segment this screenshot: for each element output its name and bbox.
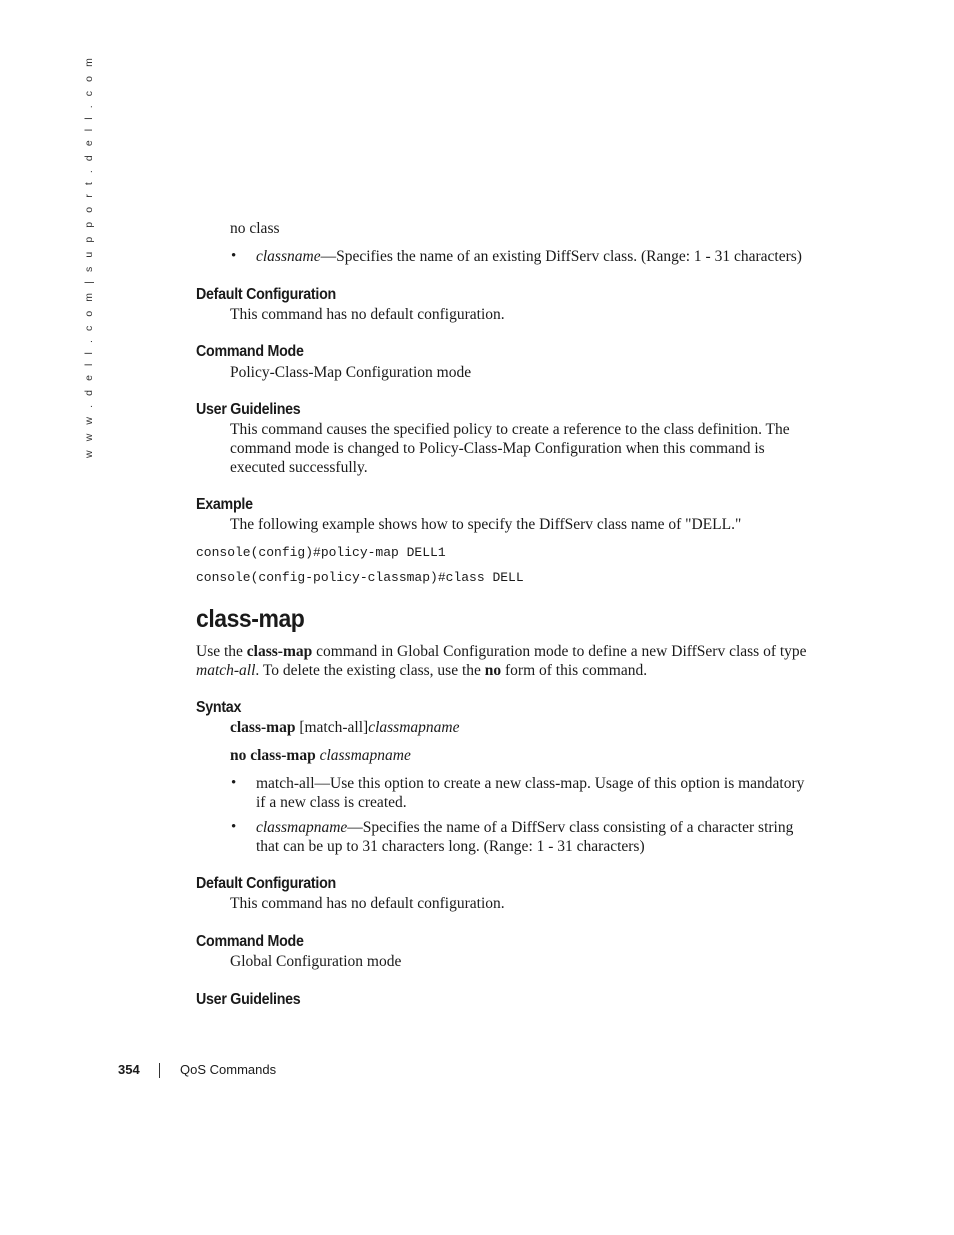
classname-bullet [256, 247, 802, 266]
no-class-syntax: no class [230, 220, 280, 237]
syntax-command: no class-map [230, 747, 316, 764]
classmapname-desc: —Specifies the name of a DiffServ class consisting of a character string [347, 819, 794, 836]
intro-text: form of this command. [501, 662, 648, 679]
default-config-heading: Default Configuration [196, 286, 336, 303]
syntax-line-2 [230, 746, 411, 765]
intro-text: . To delete the existing class, use the [255, 662, 485, 679]
syntax-command: class-map [230, 719, 296, 736]
bullet-marker: • [231, 248, 237, 264]
intro-no: no [484, 662, 502, 679]
bullet-marker: • [231, 775, 237, 791]
command-mode-text: Policy-Class-Map Configuration mode [230, 364, 472, 381]
classname-desc: —Specifies the name of an existing DiffServ class. (Range: 1 - 31 characters) [320, 248, 802, 265]
match-all-bullet-line-2: if a new class is created. [256, 794, 407, 811]
user-guidelines-line-1: This command causes the specified policy to create a reference to the class definition. The [230, 421, 790, 438]
page-number: 354 [118, 1062, 140, 1077]
syntax-argument: classmapname [315, 747, 411, 764]
intro-text: command in Global Configuration mode to define a new DiffServ class of type [312, 643, 807, 660]
bullet-marker: • [231, 819, 237, 835]
command-mode-text: Global Configuration mode [230, 953, 402, 970]
footer-divider [159, 1063, 160, 1078]
example-heading: Example [196, 496, 253, 513]
default-config-text: This command has no default configuration. [230, 895, 505, 912]
user-guidelines-heading: User Guidelines [196, 401, 301, 418]
classmapname-term: classmapname [256, 819, 348, 836]
user-guidelines-line-2: command mode is changed to Policy-Class-Map Configuration when this command is [230, 440, 765, 457]
match-all-bullet-line-1: match-all—Use this option to create a new class-map. Usage of this option is mandatory [256, 775, 805, 792]
command-mode-heading: Command Mode [196, 933, 304, 950]
code-line: console(config)#policy-map DELL1 [196, 545, 446, 560]
section-title: class-map [196, 605, 305, 633]
classmapname-bullet-line-1 [256, 818, 793, 837]
default-config-text: This command has no default configuration. [230, 306, 505, 323]
example-text: The following example shows how to specify the DiffServ class name of "DELL." [230, 516, 742, 533]
chapter-title: QoS Commands [180, 1062, 277, 1077]
intro-command: class-map [246, 643, 313, 660]
classname-term: classname [256, 248, 321, 265]
intro-match-all: match-all [196, 662, 256, 679]
syntax-line-1 [230, 718, 459, 737]
syntax-heading: Syntax [196, 699, 242, 716]
user-guidelines-line-3: executed successfully. [230, 459, 368, 476]
syntax-argument: classmapname [368, 719, 460, 736]
user-guidelines-heading: User Guidelines [196, 991, 301, 1008]
default-config-heading: Default Configuration [196, 875, 336, 892]
intro-line-2 [196, 661, 647, 680]
classmapname-bullet-line-2: that can be up to 31 characters long. (Range: 1 - 31 characters) [256, 838, 645, 855]
code-line: console(config-policy-classmap)#class DELL [196, 570, 524, 585]
intro-line-1 [196, 642, 807, 661]
command-mode-heading: Command Mode [196, 343, 304, 360]
side-url: w w w . d e l l . c o m | s u p p o r t . d e l l . c o m [83, 55, 95, 458]
syntax-option: [match-all] [295, 719, 369, 736]
intro-text: Use the [196, 643, 247, 660]
